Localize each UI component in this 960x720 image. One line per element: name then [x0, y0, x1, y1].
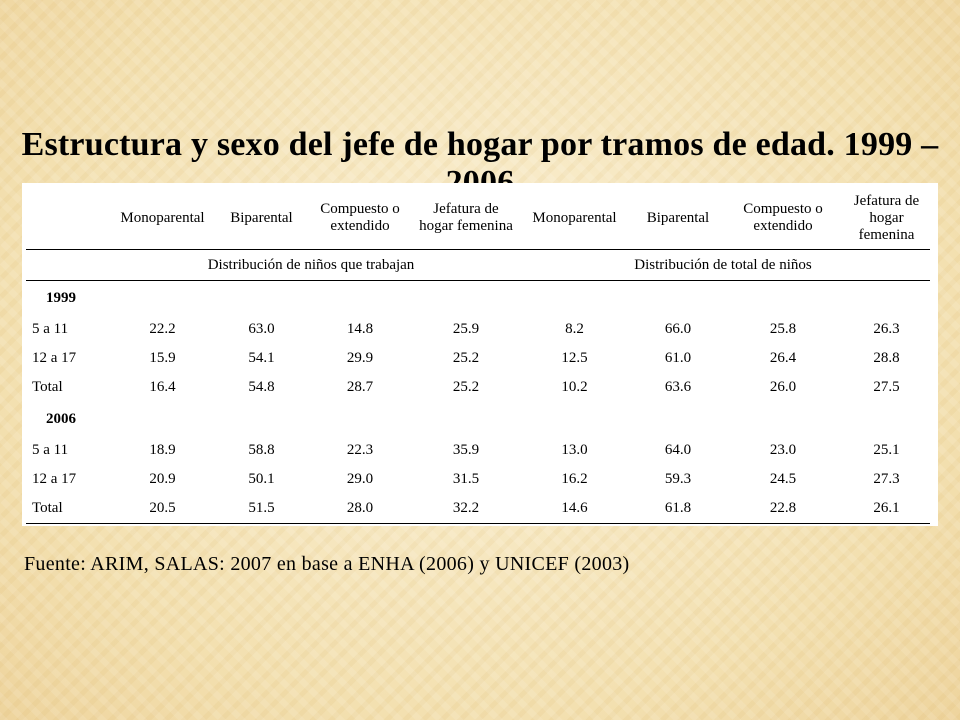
table-row: [26, 344, 930, 373]
group-stub: [26, 250, 106, 281]
year-row: [26, 281, 930, 316]
year-label: 2006: [46, 410, 76, 427]
cell: 54.1: [248, 350, 275, 366]
cell: 64.0: [664, 442, 692, 458]
table-row: [26, 315, 930, 344]
cell: 27.3: [873, 471, 900, 487]
cell: 14.6: [516, 494, 633, 524]
cell: 20.9: [149, 471, 176, 487]
cell: 29.9: [346, 350, 374, 366]
cell: 15.9: [149, 350, 176, 366]
cell: 61.8: [633, 494, 723, 524]
cell: 8.2: [565, 321, 584, 337]
cell: 23.0: [769, 442, 797, 458]
year-label: 1999: [46, 289, 76, 306]
cell: 24.5: [769, 471, 797, 487]
source-note: Fuente: ARIM, SALAS: 2007 en base a ENHA (2006) y UNICEF (2003): [24, 553, 630, 575]
header-cell: Monoparental: [532, 209, 617, 226]
slide-title: Estructura y sexo del jefe de hogar por tramos de edad. 1999 –: [21, 126, 939, 163]
cell: 26.4: [769, 350, 797, 366]
cell: 25.2: [452, 379, 480, 395]
cell: 25.2: [452, 350, 480, 366]
cell: 26.1: [843, 494, 930, 524]
row-label: 5 a 11: [32, 321, 69, 337]
header-cell: Biparental: [230, 209, 293, 226]
row-label: Total: [32, 379, 63, 395]
header-cell: Compuesto o extendido: [743, 201, 823, 234]
cell: 22.8: [723, 494, 843, 524]
cell: 13.0: [561, 442, 588, 458]
cell: 27.5: [873, 379, 900, 395]
cell: 20.5: [106, 494, 219, 524]
cell: 50.1: [248, 471, 275, 487]
cell: 63.6: [664, 379, 692, 395]
row-label: 12 a 17: [32, 350, 77, 366]
data-table: [26, 187, 930, 524]
cell: 22.3: [346, 442, 374, 458]
row-label: Total: [26, 494, 106, 524]
cell: 16.4: [149, 379, 176, 395]
table-row: [26, 465, 930, 494]
cell: 61.0: [664, 350, 692, 366]
row-label: 12 a 17: [32, 471, 77, 487]
cell: 51.5: [219, 494, 304, 524]
row-label: 5 a 11: [32, 442, 69, 458]
header-cell: Compuesto o extendido: [320, 201, 400, 234]
header-cell: Biparental: [646, 209, 710, 226]
cell: 28.7: [346, 379, 374, 395]
stub-header: [26, 187, 106, 250]
table-panel: [22, 183, 938, 526]
cell: 22.2: [149, 321, 176, 337]
table-row: [26, 373, 930, 402]
cell: 12.5: [561, 350, 588, 366]
group-label-right: Distribución de total de niños: [516, 250, 930, 281]
cell: 16.2: [561, 471, 588, 487]
cell: 29.0: [346, 471, 374, 487]
cell: 25.1: [873, 442, 900, 458]
cell: 14.8: [346, 321, 374, 337]
cell: 26.0: [769, 379, 797, 395]
cell: 32.2: [416, 494, 516, 524]
header-cell: Monoparental: [120, 209, 205, 226]
cell: 18.9: [149, 442, 176, 458]
cell: 28.0: [304, 494, 416, 524]
year-row: [26, 402, 930, 436]
cell: 35.9: [452, 442, 480, 458]
group-label-left: Distribución de niños que trabajan: [106, 250, 516, 281]
cell: 58.8: [248, 442, 275, 458]
cell: 26.3: [873, 321, 900, 337]
cell: 63.0: [248, 321, 275, 337]
cell: 28.8: [873, 350, 900, 366]
header-row: [26, 187, 930, 250]
cell: 10.2: [561, 379, 588, 395]
cell: 25.8: [769, 321, 797, 337]
header-cell: Jefatura de hogar femenina: [853, 192, 920, 243]
cell: 54.8: [248, 379, 275, 395]
cell: 25.9: [452, 321, 480, 337]
header-cell: Jefatura de hogar femenina: [419, 201, 513, 234]
cell: 31.5: [452, 471, 480, 487]
table-row: [26, 494, 930, 524]
group-header-row: [26, 250, 930, 281]
cell: 59.3: [664, 471, 692, 487]
cell: 66.0: [664, 321, 692, 337]
table-row: [26, 436, 930, 465]
